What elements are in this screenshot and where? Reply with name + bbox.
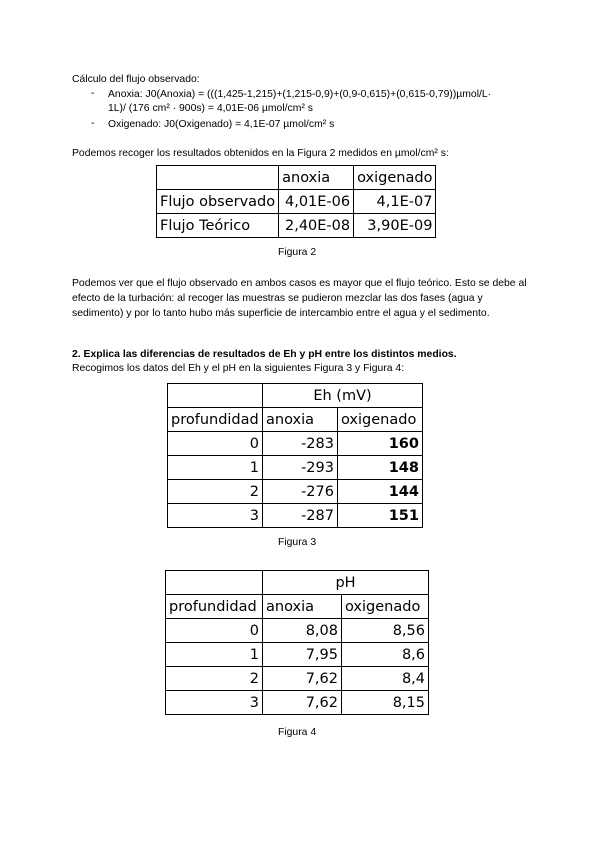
table-cell: 3 <box>166 691 263 715</box>
table-cell: -283 <box>263 432 338 456</box>
bullet-dash: - <box>91 118 95 129</box>
anoxia-formula-line1: Anoxia: J0(Anoxia) = (((1,425-1,215)+(1,215-0,9)+(0,9-0,615)+(0,615-0,79))µmol/L· <box>108 89 492 100</box>
table-row <box>166 595 429 619</box>
figure-2-caption: Figura 2 <box>278 247 317 258</box>
table-cell: 4,1E-07 <box>354 190 436 214</box>
question-2-heading: 2. Explica las diferencias de resultados de Eh y pH entre los distintos medios. <box>72 349 457 360</box>
table-title-ph: pH <box>263 571 429 595</box>
table-row <box>166 691 429 715</box>
table-header-anoxia: anoxia <box>263 408 338 432</box>
table-cell: 3 <box>168 504 263 528</box>
calc-heading: Cálculo del flujo observado: <box>72 74 200 85</box>
table-cell: 8,56 <box>342 619 429 643</box>
figure-4-caption: Figura 4 <box>278 727 317 738</box>
figure-2-table <box>156 165 436 238</box>
table-row <box>157 214 436 238</box>
intro-figure-2: Podemos recoger los resultados obtenidos en la Figura 2 medidos en µmol/cm² s: <box>72 148 449 159</box>
table-row <box>168 504 423 528</box>
table-cell: -293 <box>263 456 338 480</box>
table-cell: 1 <box>168 456 263 480</box>
table-title-eh: Eh (mV) <box>263 384 423 408</box>
table-header-oxigenado: oxigenado <box>354 166 436 190</box>
table-cell <box>157 166 279 190</box>
table-cell: 2 <box>166 667 263 691</box>
table-row <box>168 480 423 504</box>
table-row <box>157 166 436 190</box>
discussion-paragraph: Podemos ver que el flujo observado en ambos casos es mayor que el flujo teórico. Esto se debe al efecto de la turbación: al recoger las muestras se pudieron mezclar las dos fases (agua y sedimento) y por lo tanto hubo más superficie de intercambio entre el agua y el sedimento. <box>72 278 527 319</box>
table-cell: 2,40E-08 <box>279 214 354 238</box>
table-cell: 0 <box>166 619 263 643</box>
table-cell: 7,95 <box>263 643 342 667</box>
table-cell: 8,15 <box>342 691 429 715</box>
figure-4-table <box>165 570 429 715</box>
table-row <box>166 571 429 595</box>
row-label: Flujo Teórico <box>157 214 279 238</box>
table-cell: 7,62 <box>263 691 342 715</box>
table-header-profundidad: profundidad <box>168 408 263 432</box>
anoxia-formula-line2: 1L)/ (176 cm² · 900s) = 4,01E-06 µmol/cm² s <box>108 103 313 114</box>
table-header-anoxia: anoxia <box>279 166 354 190</box>
table-row <box>166 643 429 667</box>
table-cell: 8,4 <box>342 667 429 691</box>
table-row <box>168 384 423 408</box>
figure-3-caption: Figura 3 <box>278 537 317 548</box>
table-header-oxigenado: oxigenado <box>342 595 429 619</box>
table-cell: 2 <box>168 480 263 504</box>
table-cell <box>168 384 263 408</box>
table-cell: 144 <box>338 480 423 504</box>
table-cell: 3,90E-09 <box>354 214 436 238</box>
table-cell: 1 <box>166 643 263 667</box>
table-row <box>157 190 436 214</box>
bullet-dash: - <box>91 88 95 99</box>
table-cell: 0 <box>168 432 263 456</box>
table-header-oxigenado: oxigenado <box>338 408 423 432</box>
question-2-intro: Recogimos los datos del Eh y el pH en la siguientes Figura 3 y Figura 4: <box>72 363 405 374</box>
table-cell: 160 <box>338 432 423 456</box>
table-header-profundidad: profundidad <box>166 595 263 619</box>
oxigenado-formula-line: Oxigenado: J0(Oxigenado) = 4,1E-07 µmol/cm² s <box>108 119 335 130</box>
table-cell: 8,08 <box>263 619 342 643</box>
table-row <box>166 619 429 643</box>
table-cell: -287 <box>263 504 338 528</box>
table-cell: 148 <box>338 456 423 480</box>
table-cell: -276 <box>263 480 338 504</box>
table-row <box>168 432 423 456</box>
table-header-anoxia: anoxia <box>263 595 342 619</box>
table-cell <box>166 571 263 595</box>
table-cell: 8,6 <box>342 643 429 667</box>
table-row <box>168 456 423 480</box>
figure-3-table <box>167 383 423 528</box>
row-label: Flujo observado <box>157 190 279 214</box>
table-row <box>166 667 429 691</box>
table-row <box>168 408 423 432</box>
table-cell: 4,01E-06 <box>279 190 354 214</box>
table-cell: 151 <box>338 504 423 528</box>
table-cell: 7,62 <box>263 667 342 691</box>
